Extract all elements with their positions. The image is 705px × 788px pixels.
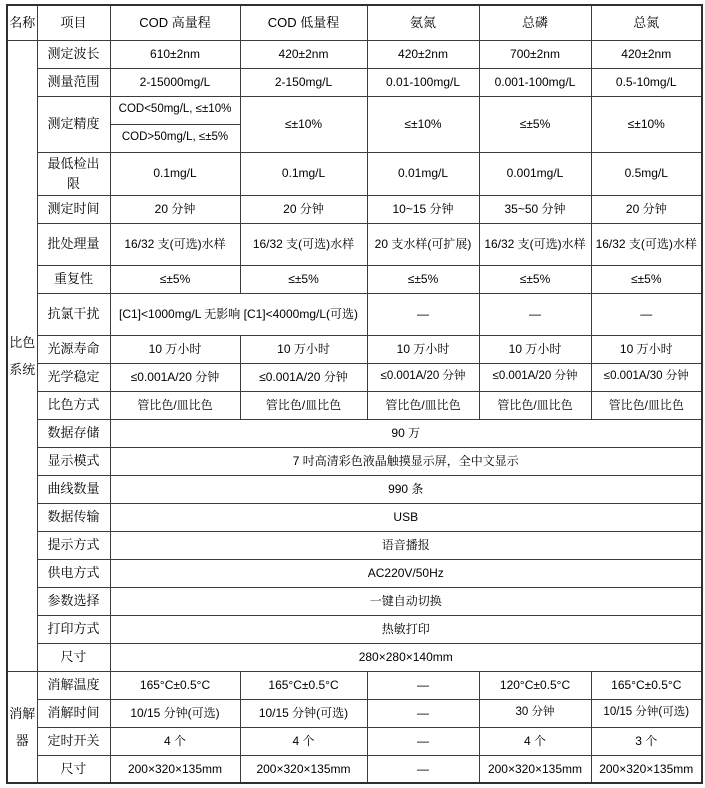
row-label-power: 供电方式 <box>37 559 110 587</box>
table-row <box>7 475 702 503</box>
spec-cell: 20 分钟 <box>591 195 702 223</box>
corner-name-header: 名称 <box>7 5 37 40</box>
row-label-size: 尺寸 <box>37 643 110 671</box>
row-label-dig-size: 尺寸 <box>37 755 110 783</box>
spec-cell: — <box>367 293 479 335</box>
spec-cell: 420±2nm <box>367 40 479 68</box>
spec-cell: 10~15 分钟 <box>367 195 479 223</box>
spec-cell: 200×320×135mm <box>110 755 240 783</box>
spec-cell: 10 万小时 <box>240 335 367 363</box>
spec-cell: — <box>479 293 591 335</box>
spec-cell: 165°C±0.5°C <box>110 671 240 699</box>
spec-cell: — <box>367 671 479 699</box>
spec-cell: 0.1mg/L <box>110 152 240 195</box>
spec-cell-merged: 7 吋高清彩色液晶触摸显示屏，全中文显示 <box>110 447 702 475</box>
spec-cell: 700±2nm <box>479 40 591 68</box>
spec-cell: 2-150mg/L <box>240 68 367 96</box>
spec-cell-merged: 一键自动切换 <box>110 587 702 615</box>
row-label-wavelength: 测定波长 <box>37 40 110 68</box>
spec-cell: 管比色/皿比色 <box>367 391 479 419</box>
spec-cell: ≤±5% <box>240 265 367 293</box>
spec-cell: 10 万小时 <box>591 335 702 363</box>
table-row <box>7 699 702 727</box>
spec-cell: 管比色/皿比色 <box>591 391 702 419</box>
spec-cell: 20 分钟 <box>110 195 240 223</box>
spec-cell: 4 个 <box>110 727 240 755</box>
spec-cell: 165°C±0.5°C <box>240 671 367 699</box>
spec-cell: — <box>591 293 702 335</box>
spec-cell: ≤0.001A/30 分钟 <box>591 363 702 391</box>
spec-cell: 16/32 支(可选)水样 <box>591 223 702 265</box>
spec-cell: ≤±10% <box>367 96 479 152</box>
spec-cell: 管比色/皿比色 <box>240 391 367 419</box>
row-label-print: 打印方式 <box>37 615 110 643</box>
spec-cell: 420±2nm <box>240 40 367 68</box>
spec-cell: 165°C±0.5°C <box>591 671 702 699</box>
table-row <box>7 152 702 195</box>
table-row <box>7 531 702 559</box>
column-header-cod-low: COD 低量程 <box>240 5 367 40</box>
spec-cell-chloride-cod-merged: [C1]<1000mg/L 无影响 [C1]<4000mg/L(可选) <box>110 293 367 335</box>
row-label-repeatability: 重复性 <box>37 265 110 293</box>
table-row <box>7 587 702 615</box>
column-header-tn: 总氮 <box>591 5 702 40</box>
row-label-optics: 光学稳定 <box>37 363 110 391</box>
spec-cell: 0.001-100mg/L <box>479 68 591 96</box>
spec-cell: 200×320×135mm <box>240 755 367 783</box>
spec-cell: 200×320×135mm <box>591 755 702 783</box>
spec-cell: 120°C±0.5°C <box>479 671 591 699</box>
spec-cell: 16/32 支(可选)水样 <box>479 223 591 265</box>
spec-cell: 10/15 分钟(可选) <box>110 699 240 727</box>
spec-cell: — <box>367 699 479 727</box>
spec-cell-merged: USB <box>110 503 702 531</box>
row-label-colorimetry: 比色方式 <box>37 391 110 419</box>
spec-cell: 30 分钟 <box>479 699 591 727</box>
spec-cell: 20 支水样(可扩展) <box>367 223 479 265</box>
table-row <box>7 559 702 587</box>
table-row <box>7 40 702 68</box>
spec-cell: ≤±10% <box>240 96 367 152</box>
spec-cell: 10 万小时 <box>479 335 591 363</box>
table-row <box>7 447 702 475</box>
table-row <box>7 503 702 531</box>
row-label-dig-temp: 消解温度 <box>37 671 110 699</box>
spec-cell: 0.01-100mg/L <box>367 68 479 96</box>
spec-cell: 0.01mg/L <box>367 152 479 195</box>
spec-cell-merged: 90 万 <box>110 419 702 447</box>
table-row <box>7 223 702 265</box>
spec-cell: — <box>367 727 479 755</box>
spec-cell: 35~50 分钟 <box>479 195 591 223</box>
row-label-storage: 数据存储 <box>37 419 110 447</box>
spec-cell: ≤±5% <box>591 265 702 293</box>
spec-cell-merged: AC220V/50Hz <box>110 559 702 587</box>
spec-cell: 2-15000mg/L <box>110 68 240 96</box>
row-label-accuracy: 测定精度 <box>37 96 110 152</box>
row-label-detection: 最低检出限 <box>37 152 110 195</box>
corner-item-header: 项目 <box>37 5 110 40</box>
spec-cell: 16/32 支(可选)水样 <box>240 223 367 265</box>
table-row <box>7 419 702 447</box>
spec-cell: 200×320×135mm <box>479 755 591 783</box>
table-row <box>7 195 702 223</box>
spec-cell: ≤0.001A/20 分钟 <box>240 363 367 391</box>
spec-cell-merged: 280×280×140mm <box>110 643 702 671</box>
column-header-nh3n: 氨氮 <box>367 5 479 40</box>
row-label-time: 测定时间 <box>37 195 110 223</box>
spec-cell: ≤0.001A/20 分钟 <box>367 363 479 391</box>
spec-cell: ≤±10% <box>591 96 702 152</box>
row-label-lamp: 光源寿命 <box>37 335 110 363</box>
spec-cell-merged: 990 条 <box>110 475 702 503</box>
spec-cell-merged: 热敏打印 <box>110 615 702 643</box>
spec-cell-merged: 语音播报 <box>110 531 702 559</box>
row-label-param: 参数选择 <box>37 587 110 615</box>
row-label-chloride: 抗氯干扰 <box>37 293 110 335</box>
header-row <box>7 5 702 40</box>
spec-cell: 610±2nm <box>110 40 240 68</box>
section-label-digestion: 消解器 <box>7 671 37 783</box>
spec-cell: 4 个 <box>479 727 591 755</box>
row-label-dig-time: 消解时间 <box>37 699 110 727</box>
spec-cell: ≤±5% <box>110 265 240 293</box>
table-row <box>7 68 702 96</box>
row-label-range: 测量范围 <box>37 68 110 96</box>
spec-cell: — <box>367 755 479 783</box>
spec-cell-accuracy-cod-high-1: COD<50mg/L, ≤±10% <box>110 96 240 124</box>
spec-cell: 0.5-10mg/L <box>591 68 702 96</box>
column-header-cod-high: COD 高量程 <box>110 5 240 40</box>
spec-cell: 0.1mg/L <box>240 152 367 195</box>
spec-cell: 0.001mg/L <box>479 152 591 195</box>
table-row <box>7 265 702 293</box>
section-label-colorimetric: 比色系统 <box>7 40 37 671</box>
spec-cell: 16/32 支(可选)水样 <box>110 223 240 265</box>
row-label-transfer: 数据传输 <box>37 503 110 531</box>
table-row <box>7 615 702 643</box>
spec-table <box>6 4 703 784</box>
table-row <box>7 643 702 671</box>
spec-cell: ≤±5% <box>479 265 591 293</box>
spec-cell: 10/15 分钟(可选) <box>591 699 702 727</box>
spec-cell: 10 万小时 <box>110 335 240 363</box>
spec-cell-accuracy-cod-high-2: COD>50mg/L, ≤±5% <box>110 124 240 152</box>
spec-cell: 10 万小时 <box>367 335 479 363</box>
spec-cell: 420±2nm <box>591 40 702 68</box>
table-row <box>7 671 702 699</box>
spec-cell: 管比色/皿比色 <box>479 391 591 419</box>
row-label-curves: 曲线数量 <box>37 475 110 503</box>
table-row <box>7 335 702 363</box>
row-label-batch: 批处理量 <box>37 223 110 265</box>
spec-cell: 10/15 分钟(可选) <box>240 699 367 727</box>
table-row <box>7 391 702 419</box>
table-row <box>7 727 702 755</box>
table-row <box>7 363 702 391</box>
spec-cell: 4 个 <box>240 727 367 755</box>
table-row <box>7 96 702 124</box>
row-label-prompt: 提示方式 <box>37 531 110 559</box>
spec-cell: 0.5mg/L <box>591 152 702 195</box>
table-row <box>7 293 702 335</box>
column-header-tp: 总磷 <box>479 5 591 40</box>
table-row <box>7 755 702 783</box>
spec-cell: ≤0.001A/20 分钟 <box>479 363 591 391</box>
spec-cell: ≤±5% <box>479 96 591 152</box>
spec-cell: ≤0.001A/20 分钟 <box>110 363 240 391</box>
spec-cell: 3 个 <box>591 727 702 755</box>
spec-cell: 管比色/皿比色 <box>110 391 240 419</box>
row-label-display: 显示模式 <box>37 447 110 475</box>
row-label-timer: 定时开关 <box>37 727 110 755</box>
spec-cell: 20 分钟 <box>240 195 367 223</box>
spec-cell: ≤±5% <box>367 265 479 293</box>
